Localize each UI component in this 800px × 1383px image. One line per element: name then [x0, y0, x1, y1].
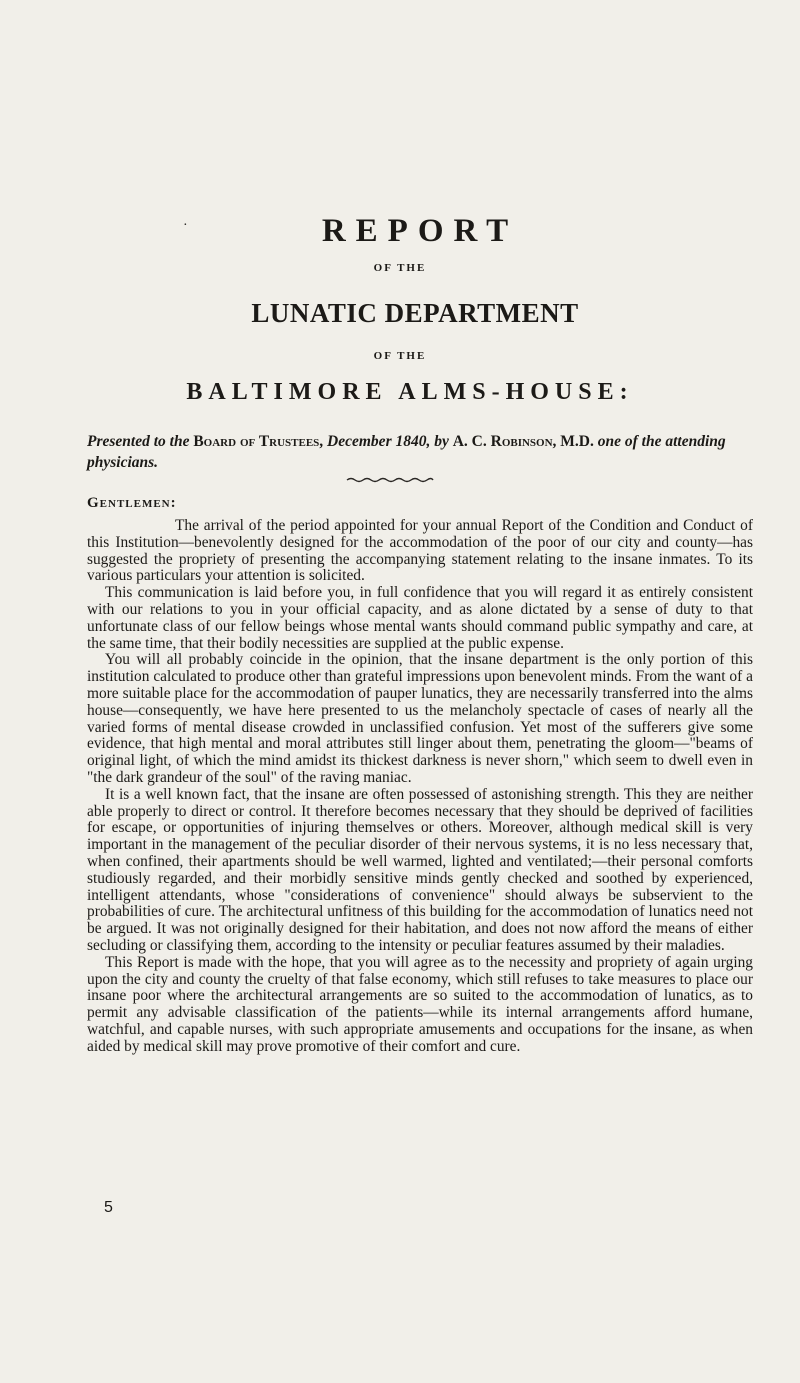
- presented-prefix: Presented to the: [87, 433, 190, 450]
- decorative-flourish: [345, 476, 435, 484]
- paragraph: You will all probably coincide in the opinion, that the insane department is the only portion of this institution calculated to produce other than grateful impressions upon benevolent minds. From the want of a more suitable place for the accommodation of pauper lunatics, they are necessarily transferred into the alms house—consequently, we have here presented to us the melancholy spectacle of cases of nearly all the varied forms of mental disease crowded in unclassified confusion. Yet most of the sufferers give some evidence, that high mental and moral attributes still linger about them, penetrating the gloom—"beams of original light, of which the mind amidst its thickest darkness is never shorn," which seem to dwell even in "the dark grandeur of the soul" of the raving maniac.: [87, 651, 753, 786]
- department-title: LUNATIC DEPARTMENT: [251, 298, 579, 328]
- presented-date: December 1840, by: [327, 433, 449, 450]
- of-the-label: OF THE: [373, 262, 427, 274]
- paragraph: This communication is laid before you, in full confidence that you will regard it as entirely consistent with our relations to you in your official capacity, and as alone dictated by a sense of duty to that unfortunate class of our fellow beings whose mental wants should command public sympathy and care, at the same time, that their bodily necessities are supplied at the public expense.: [87, 584, 753, 652]
- report-title: REPORT: [321, 213, 519, 249]
- of-the-label-2: OF THE: [373, 350, 427, 362]
- author-role: one of the attending physicians.: [87, 433, 726, 471]
- report-body: [87, 518, 753, 1056]
- paragraph: It is a well known fact, that the insane are often possessed of astonishing strength. This they are neither able properly to direct or control. It therefore becomes necessary that they should be deprived of facilities for escape, or opportunities of injuring themselves or others. Moreover, although medical skill is very important in the management of the peculiar disorder of their nervous systems, it is no less necessary that, when confined, their apartments should be well warmed, lighted and ventilated;—their personal comforts studiously regarded, and their morbidly sensitive minds gently checked and soothed by experienced, intelligent attendants, whose "considerations of convenience" should always be subservient to the probabilities of cure. The architectural unfitness of this building for the accommodation of lunatics need not be argued. It was not originally designed for their habitation, and does not now afford the means of either secluding or classifying them, according to the intensity or peculiar features assumed by their maladies.: [87, 785, 753, 954]
- paragraph: The arrival of the period appointed for your annual Report of the Condition and Conduct of this Institution—benevolently designed for the accommodation of the poor of our city and county—has suggested the propriety of presenting the accompanying statement relating to the insane inmates. To its various particulars your attention is solicited.: [87, 517, 753, 585]
- page-number: 5: [104, 1199, 113, 1216]
- presentation-line: [87, 431, 767, 473]
- salutation: Gentlemen:: [87, 495, 177, 511]
- author-name: A. C. Robinson, M.D.: [452, 433, 594, 450]
- paragraph: This Report is made with the hope, that you will agree as to the necessity and propriety of again urging upon the city and county the cruelty of that false economy, which still refuses to take measures to place our insane poor where the architectural arrangements are so suited to the accommodation of lunatics, as to permit any advisable classification of the patients—while its internal arrangements afford humane, watchful, and capable nurses, with such appropriate amusements and occupations for the insane, as when aided by medical skill may prove promotive of their comfort and cure.: [87, 953, 753, 1055]
- board-name: Board of Trustees,: [193, 433, 324, 450]
- institution-title: BALTIMORE ALMS-HOUSE:: [186, 379, 634, 405]
- stray-mark: ·: [183, 218, 188, 233]
